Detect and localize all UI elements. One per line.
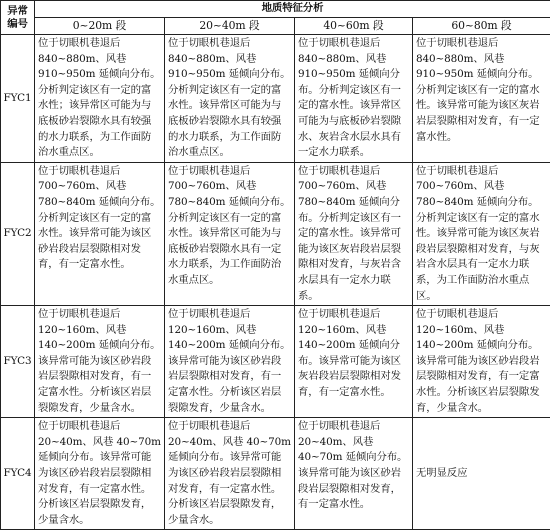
- table-cell: 位于切眼机巷退后 700~760m、风巷 780~840m 延倾向分布。分析判定该区有一定的富水性。该异常区可能为与底板砂岩裂隙水具有一定水力联系，为工作面防治水重点区。: [165, 162, 295, 305]
- anomaly-id-header: 异常 编号: [1, 1, 35, 35]
- table-row: [1, 162, 550, 305]
- table-cell: 无明显反应: [413, 418, 550, 530]
- table-row: [1, 306, 550, 418]
- table-cell: 位于切眼机巷退后 120~160m、风巷 140~200m 延倾向分布。该异常可能为该区灰岩段岩层裂隙相对发育，有一定富水性。: [295, 306, 413, 418]
- table-cell: 位于切眼机巷退后 700~760m、风巷 780~840m 延倾向分布。分析判定该区有一定的富水性。该异常可能为该区砂岩段岩层裂隙相对发育，有一定富水性。: [35, 162, 165, 305]
- anomaly-id: FYC4: [1, 418, 35, 530]
- table-cell: 位于切眼机巷退后 120~160m、风巷 140~200m 延倾向分布。该异常可能为该区砂岩段岩层裂隙相对发育，有一定富水性。分析该区岩层裂隙发育，少量含水。: [35, 306, 165, 418]
- header-row-segments: [1, 18, 550, 35]
- table-row: [1, 35, 550, 163]
- segment-header: 0~20m 段: [35, 18, 165, 35]
- table-cell: 位于切眼机巷退后 20~40m、风巷 40~70m 延倾向分布。该异常可能为该区砂岩段岩层裂隙相对发育，有一定富水性。分析该区岩层裂隙发育，少量含水。: [165, 418, 295, 530]
- table-cell: 位于切眼机巷退后 120~160m、风巷 140~200m 延倾向分布。该异常可能为该区砂岩段岩层裂隙相对发育，有一定富水性。分析该区岩层裂隙发育，少量含水。: [165, 306, 295, 418]
- segment-header: 40~60m 段: [295, 18, 413, 35]
- anomaly-id: FYC3: [1, 306, 35, 418]
- header-row-top: [1, 1, 550, 18]
- table-cell: 位于切眼机巷退后 700~760m、风巷 780~840m 延倾向分布。分析判定该区有一定的富水性。该异常可能为该区灰岩段岩层裂隙相对发育，与灰岩含水层具有一定水力联系。: [295, 162, 413, 305]
- table-cell: 位于切眼机巷退后 120~160m、风巷 140~200m 延倾向分布。该异常可能为该区砂岩段岩层裂隙相对发育，有一定富水性。分析该区岩层裂隙发育，少量含水。: [413, 306, 550, 418]
- segment-header: 60~80m 段: [413, 18, 550, 35]
- segment-header: 20~40m 段: [165, 18, 295, 35]
- table-cell: 位于切眼机巷退后 840~880m、风巷 910~950m 延倾向分布。分析判定该区有一定的富水性。该异常区可能为与底板砂岩裂隙水具有较强的水力联系，为工作面防治水重点区。: [165, 35, 295, 163]
- table-cell: 位于切眼机巷退后 840~880m、风巷 910~950m 延倾向分布。分析判定该区有一定的富水性；该异常区可能为与底板砂岩裂隙水具有较强的水力联系，为工作面防治水重点区。: [35, 35, 165, 163]
- table-cell: 位于切眼机巷退后 20~40m、风巷 40~70m 延倾向分布。该异常可能为该区砂岩段岩层裂隙相对发育，有一定富水性。: [295, 418, 413, 530]
- anomaly-id: FYC1: [1, 35, 35, 163]
- table-cell: 位于切眼机巷退后 700~760m、风巷 780~840m 延倾向分布。分析判定该区有一定的富水性。该异常可能为该区灰岩段岩层裂隙相对发育，与灰岩含水层具有一定水力联系，为工作面防治水重点区。: [413, 162, 550, 305]
- table-cell: 位于切眼机巷退后 840~880m、风巷 910~950m 延倾向分布。分析判定该区有一定的富水性。该异常区可能为与底板砂岩裂隙水、灰岩含水层水具有一定水力联系。: [295, 35, 413, 163]
- anomaly-id: FYC2: [1, 162, 35, 305]
- table-row: [1, 418, 550, 530]
- table-cell: 位于切眼机巷退后 840~880m、风巷 910~950m 延倾向分布。分析判定该区有一定的富水性。该异常可能为该区灰岩岩层裂隙相对发育，有一定富水性。: [413, 35, 550, 163]
- group-title-header: 地质特征分析: [35, 1, 550, 18]
- table-cell: 位于切眼机巷退后 20~40m、风巷 40~70m 延倾向分布。该异常可能为该区砂岩段岩层裂隙相对发育，有一定富水性。分析该区岩层裂隙发育，少量含水。: [35, 418, 165, 530]
